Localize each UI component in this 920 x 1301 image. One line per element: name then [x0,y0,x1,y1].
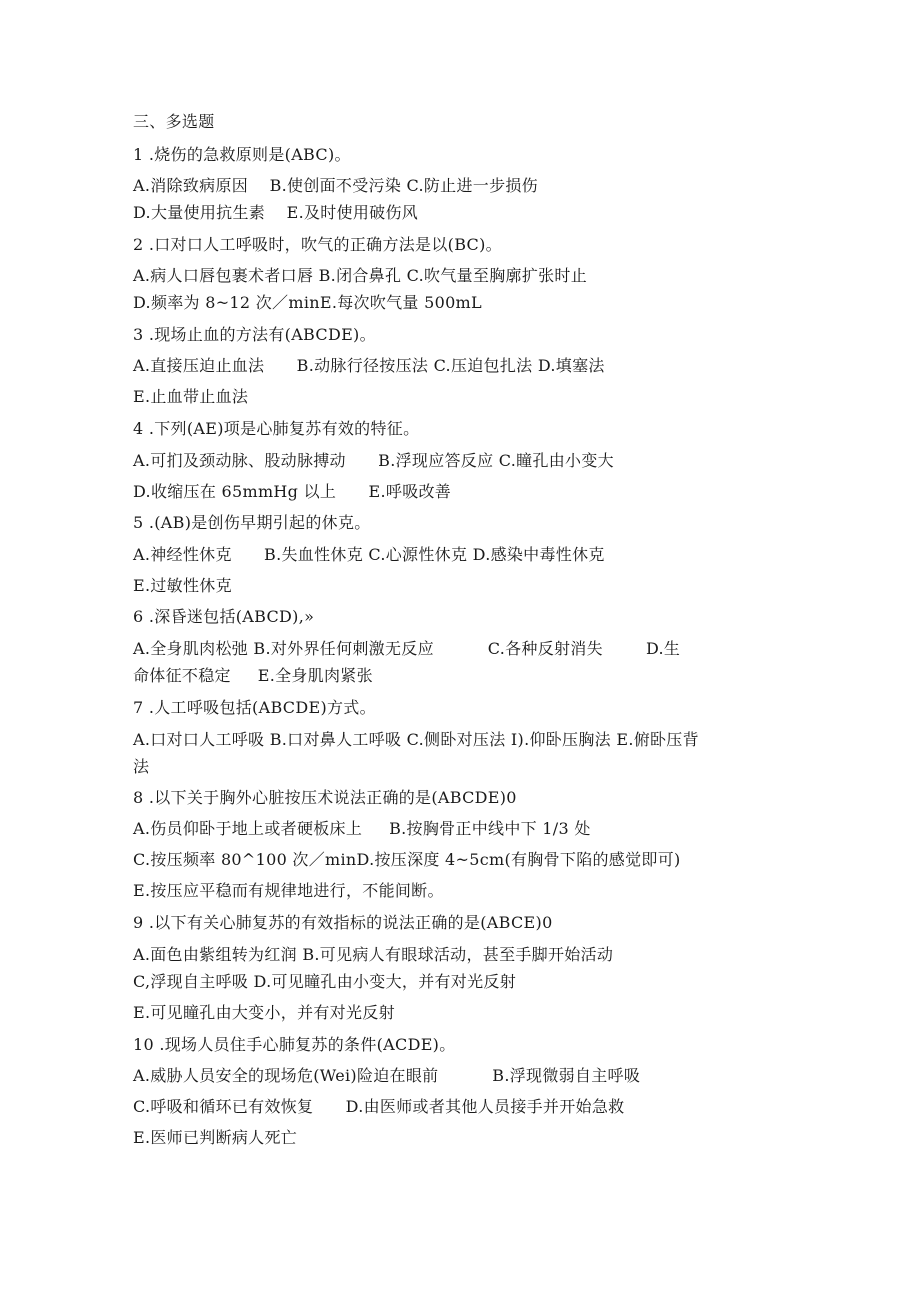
question-3-options-line-2: E.止血带止血法 [133,387,249,406]
question-1-options-line-1: A.消除致病原因 B.使创面不受污染 C.防止进一步损伤 [133,176,538,195]
question-7-options-line-1: A.口对口人工呼吸 B.口对鼻人工呼吸 C.侧卧对压法 I).仰卧压胸法 E.俯卧压背 [133,730,699,749]
question-8-options-line-2: C.按压频率 80^100 次／minD.按压深度 4~5cm(有胸骨下陷的感觉即可) [133,850,681,869]
question-3-options-line-1: A.直接压迫止血法 B.动脉行径按压法 C.压迫包扎法 D.填塞法 [133,356,605,375]
question-2: 2 .口对口人工呼吸时，吹气的正确方法是以(BC)。 [133,235,502,254]
question-6-options-line-2: 命体征不稳定 E.全身肌肉紧张 [133,666,373,685]
question-5-options-line-2: E.过敏性休克 [133,576,232,595]
question-5: 5 .(AB)是创伤早期引起的休克。 [133,513,371,532]
question-6: 6 .深昏迷包括(ABCD),» [133,607,315,626]
question-10-options-line-2: C.呼吸和循环已有效恢复 D.由医师或者其他人员接手并开始急救 [133,1097,625,1116]
question-7: 7 .人工呼吸包括(ABCDE)方式。 [133,698,376,717]
question-9: 9 .以下有关心肺复苏的有效指标的说法正确的是(ABCE)0 [133,913,553,932]
question-8-options-line-3: E.按压应平稳而有规律地进行，不能间断。 [133,881,444,900]
question-5-options-line-1: A.神经性休克 B.失血性休克 C.心源性休克 D.感染中毒性休克 [133,545,605,564]
question-9-options-line-2: C,浮现自主呼吸 D.可见瞳孔由小变大，并有对光反射 [133,972,516,991]
question-8: 8 .以下关于胸外心脏按压术说法正确的是(ABCDE)0 [133,788,517,807]
question-9-options-line-3: E.可见瞳孔由大变小，并有对光反射 [133,1003,395,1022]
question-3: 3 .现场止血的方法有(ABCDE)。 [133,325,376,344]
question-4-options-line-1: A.可扪及颈动脉、股动脉搏动 B.浮现应答反应 C.瞳孔由小变大 [133,451,614,470]
question-9-options-line-1: A.面色由紫组转为红润 B.可见病人有眼球活动，甚至手脚开始活动 [133,945,614,964]
question-2-options-line-2: D.频率为 8~12 次／minE.每次吹气量 500mL [133,293,482,312]
question-1: 1 .烧伤的急救原则是(ABC)。 [133,145,351,164]
question-10: 10 .现场人员住手心肺复苏的条件(ACDE)。 [133,1035,456,1054]
question-6-options-line-1: A.全身肌肉松弛 B.对外界任何刺激无反应 C.各种反射消失 D.生 [133,639,681,658]
question-7-options-line-2: 法 [133,757,150,776]
section-title: 三、多选题 [133,112,215,131]
question-10-options-line-1: A.威胁人员安全的现场危(Wei)险迫在眼前 B.浮现微弱自主呼吸 [133,1066,641,1085]
question-8-options-line-1: A.伤员仰卧于地上或者硬板床上 B.按胸骨正中线中下 1/3 处 [133,819,591,838]
question-1-options-line-2: D.大量使用抗生素 E.及时使用破伤风 [133,203,419,222]
question-4: 4 .下列(AE)项是心肺复苏有效的特征。 [133,419,420,438]
question-4-options-line-2: D.收缩压在 65mmHg 以上 E.呼吸改善 [133,482,452,501]
question-2-options-line-1: A.病人口唇包裹术者口唇 B.闭合鼻孔 C.吹气量至胸廓扩张时止 [133,266,588,285]
question-10-options-line-3: E.医师已判断病人死亡 [133,1128,298,1147]
